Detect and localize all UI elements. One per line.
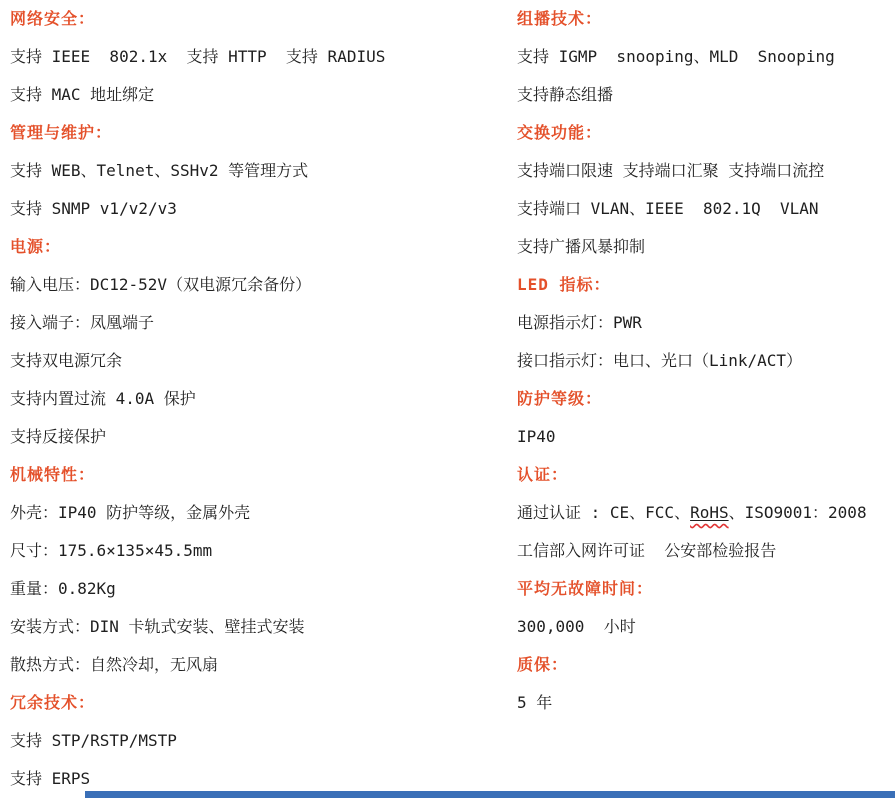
section-heading-switching: 交换功能： [517,123,603,142]
section-heading-mechanical: 机械特性： [10,465,96,484]
spec-line: 支持 STP/RSTP/MSTP [10,731,177,750]
spec-line: 输入电压：DC12-52V（双电源冗余备份） [10,275,312,294]
section-heading-led: LED 指标： [517,275,611,294]
spec-line: 支持 ERPS [10,769,91,788]
spec-line: 支持 IGMP snooping、MLD Snooping [517,47,835,66]
section-heading-certification: 认证： [517,465,569,484]
spec-line: 安装方式：DIN 卡轨式安装、壁挂式安装 [10,617,305,636]
section-heading-power: 电源： [10,237,62,256]
section-heading-warranty: 质保： [517,655,569,674]
left-column [10,0,510,798]
spec-line: 支持双电源冗余 [10,351,123,370]
spec-line-certifications [517,494,895,532]
spec-line: 5 年 [517,693,553,712]
section-heading-mtbf: 平均无故障时间： [517,579,654,598]
spec-line: 支持端口限速 支持端口汇聚 支持端口流控 [517,161,825,180]
spec-line: 支持广播风暴抑制 [517,237,646,256]
spec-line: 外壳：IP40 防护等级，金属外壳 [10,503,251,522]
spec-line: 支持静态组播 [517,85,614,104]
certification-prefix: 通过认证 : CE、FCC、 [517,503,691,522]
spec-line: 300,000 小时 [517,617,636,636]
spec-line: 支持 IEEE 802.1x 支持 HTTP 支持 RADIUS [10,47,386,66]
certification-suffix: 、ISO9001：2008 [728,503,867,522]
spec-line: IP40 [517,427,556,446]
spec-line: 支持 WEB、Telnet、SSHv2 等管理方式 [10,161,309,180]
rohs-word: RoHS [690,503,729,522]
section-heading-management: 管理与维护： [10,123,113,142]
spec-line: 尺寸：175.6×135×45.5mm [10,541,213,560]
spec-line: 支持 SNMP v1/v2/v3 [10,199,177,218]
spec-line: 工信部入网许可证 公安部检验报告 [517,541,777,560]
section-heading-redundancy: 冗余技术： [10,693,96,712]
spec-line: 电源指示灯：PWR [517,313,642,332]
spec-line: 接入端子：凤凰端子 [10,313,155,332]
section-heading-protection-rating: 防护等级： [517,389,603,408]
spec-line: 支持内置过流 4.0A 保护 [10,389,196,408]
spec-line: 散热方式：自然冷却，无风扇 [10,655,219,674]
table-top-border [85,791,895,798]
section-heading-multicast: 组播技术： [517,9,603,28]
spec-line: 重量：0.82Kg [10,579,116,598]
spec-line: 接口指示灯：电口、光口（Link/ACT） [517,351,803,370]
right-column [517,0,895,722]
spellcheck-underline [690,503,729,522]
section-heading-network-security: 网络安全： [10,9,96,28]
spec-line: 支持反接保护 [10,427,107,446]
spec-line: 支持端口 VLAN、IEEE 802.1Q VLAN [517,199,819,218]
spec-line: 支持 MAC 地址绑定 [10,85,155,104]
